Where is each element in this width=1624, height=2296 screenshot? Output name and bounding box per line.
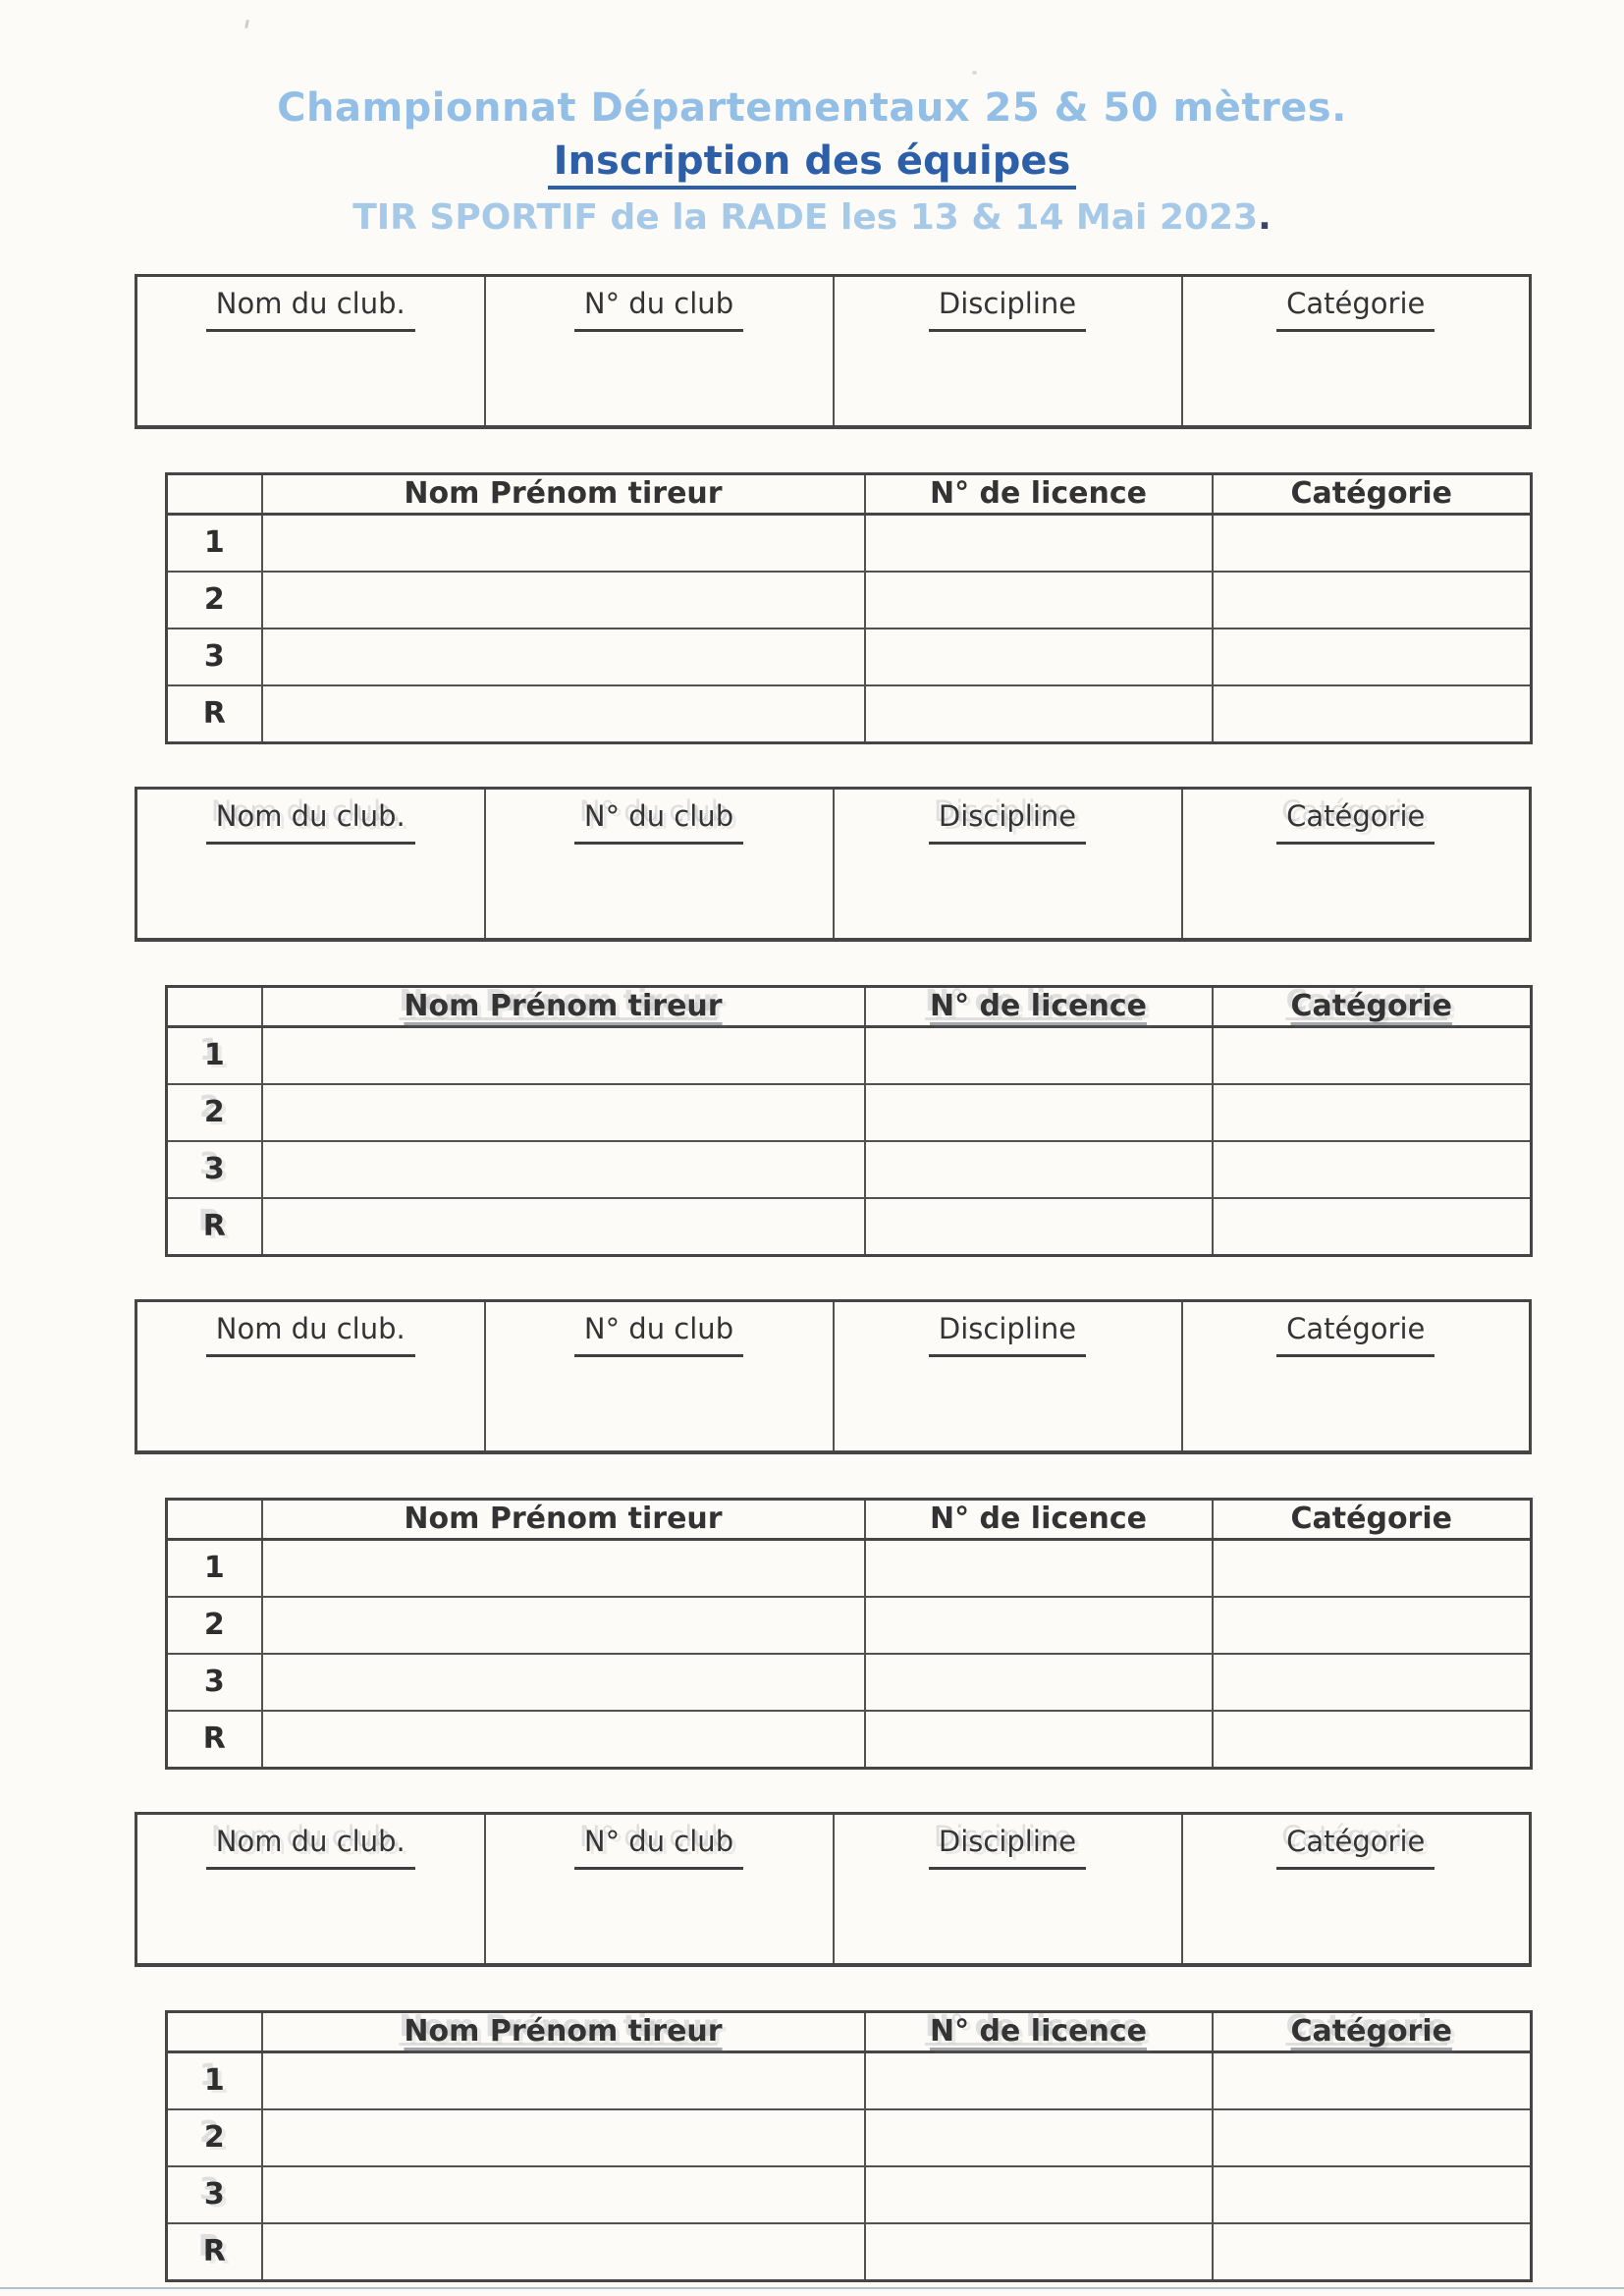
row-label: 1 bbox=[167, 2051, 262, 2109]
event-line-period: . bbox=[1258, 197, 1272, 238]
licence-cell bbox=[865, 2166, 1213, 2223]
shooter-name-cell bbox=[262, 2109, 865, 2166]
licence-header-cell bbox=[865, 2011, 1213, 2051]
roster-row-1 bbox=[167, 2051, 1532, 2109]
licence-cell bbox=[865, 572, 1213, 629]
shooter-name-header-cell bbox=[262, 2011, 865, 2051]
shooter-name-cell bbox=[262, 685, 865, 743]
row-label: 3 bbox=[167, 1141, 262, 1198]
club-info-table bbox=[135, 1299, 1532, 1454]
page-subtitle-text: Inscription des équipes bbox=[548, 139, 1077, 190]
licence-header: N° de licence bbox=[929, 2014, 1147, 2050]
licence-cell bbox=[865, 1026, 1213, 1084]
club-number-header: N° du club bbox=[574, 1825, 743, 1870]
shooter-name-cell bbox=[262, 1198, 865, 1256]
row-label: 2 bbox=[167, 572, 262, 629]
row-label: R bbox=[167, 2223, 262, 2281]
category-cell bbox=[1213, 1597, 1532, 1654]
licence-cell bbox=[865, 1597, 1213, 1654]
discipline-header: Discipline bbox=[929, 1825, 1086, 1870]
shooter-name-cell bbox=[262, 1141, 865, 1198]
team-entry-section-2 bbox=[0, 787, 1624, 1257]
roster-row-3 bbox=[167, 1141, 1532, 1198]
club-info-row bbox=[136, 1300, 1531, 1452]
row-label-header-cell bbox=[167, 473, 262, 514]
roster-category-header: Catégorie bbox=[1290, 476, 1452, 512]
roster-header-row bbox=[167, 986, 1532, 1026]
category-cell bbox=[1213, 1654, 1532, 1711]
shooter-name-header-cell bbox=[262, 1499, 865, 1539]
club-info-row bbox=[136, 788, 1531, 940]
roster-header-row bbox=[167, 1499, 1532, 1539]
discipline-field bbox=[834, 788, 1182, 940]
row-label: 3 bbox=[167, 629, 262, 685]
licence-header: N° de licence bbox=[929, 989, 1147, 1024]
category-field bbox=[1182, 1813, 1531, 1965]
team-entry-section-1 bbox=[0, 274, 1624, 744]
licence-cell bbox=[865, 2051, 1213, 2109]
row-label-header-cell bbox=[167, 986, 262, 1026]
club-name-header: Nom du club. bbox=[206, 1825, 415, 1870]
club-number-header: N° du club bbox=[574, 1312, 743, 1357]
roster-row-2 bbox=[167, 1597, 1532, 1654]
licence-header-cell bbox=[865, 473, 1213, 514]
licence-cell bbox=[865, 685, 1213, 743]
category-cell bbox=[1213, 2109, 1532, 2166]
club-number-field bbox=[485, 788, 834, 940]
roster-category-header-cell bbox=[1213, 473, 1532, 514]
shooter-name-cell bbox=[262, 1654, 865, 1711]
club-number-header: N° du club bbox=[574, 287, 743, 332]
category-cell bbox=[1213, 629, 1532, 685]
category-cell bbox=[1213, 1026, 1532, 1084]
roster-category-header: Catégorie bbox=[1290, 989, 1452, 1024]
team-roster-table bbox=[165, 472, 1533, 744]
club-number-field bbox=[485, 275, 834, 427]
row-label: 1 bbox=[167, 514, 262, 572]
roster-row-reserve bbox=[167, 1198, 1532, 1256]
shooter-name-cell bbox=[262, 1539, 865, 1597]
roster-header-row bbox=[167, 2011, 1532, 2051]
club-name-field bbox=[136, 275, 485, 427]
scan-bottom-line bbox=[0, 2287, 1624, 2289]
category-header: Catégorie bbox=[1276, 799, 1435, 845]
row-label: 2 bbox=[167, 2109, 262, 2166]
club-info-table bbox=[135, 1812, 1532, 1967]
category-field bbox=[1182, 275, 1531, 427]
club-info-row bbox=[136, 275, 1531, 427]
shooter-name-header: Nom Prénom tireur bbox=[404, 2014, 723, 2050]
row-label-header-cell bbox=[167, 2011, 262, 2051]
roster-category-header-cell bbox=[1213, 1499, 1532, 1539]
category-header: Catégorie bbox=[1276, 1312, 1435, 1357]
shooter-name-cell bbox=[262, 2166, 865, 2223]
club-info-table bbox=[135, 787, 1532, 942]
event-line-text: TIR SPORTIF de la RADE les 13 & 14 Mai 2023 bbox=[352, 197, 1259, 238]
shooter-name-cell bbox=[262, 1026, 865, 1084]
roster-row-reserve bbox=[167, 2223, 1532, 2281]
roster-row-2 bbox=[167, 1084, 1532, 1141]
category-cell bbox=[1213, 2223, 1532, 2281]
row-label: 3 bbox=[167, 1654, 262, 1711]
team-entry-section-4 bbox=[0, 1812, 1624, 2282]
roster-row-3 bbox=[167, 1654, 1532, 1711]
row-label: 2 bbox=[167, 1084, 262, 1141]
shooter-name-header: Nom Prénom tireur bbox=[404, 1502, 723, 1537]
category-header: Catégorie bbox=[1276, 1825, 1435, 1870]
roster-row-reserve bbox=[167, 685, 1532, 743]
category-cell bbox=[1213, 1084, 1532, 1141]
discipline-header: Discipline bbox=[929, 287, 1086, 332]
row-label-header-cell bbox=[167, 1499, 262, 1539]
discipline-field bbox=[834, 275, 1182, 427]
event-line bbox=[0, 198, 1624, 238]
category-field bbox=[1182, 788, 1531, 940]
licence-cell bbox=[865, 1084, 1213, 1141]
category-cell bbox=[1213, 1141, 1532, 1198]
scan-speck bbox=[972, 71, 977, 75]
discipline-header: Discipline bbox=[929, 799, 1086, 845]
shooter-name-header: Nom Prénom tireur bbox=[404, 989, 723, 1024]
club-info-row bbox=[136, 1813, 1531, 1965]
category-header: Catégorie bbox=[1276, 287, 1435, 332]
shooter-name-cell bbox=[262, 572, 865, 629]
roster-row-2 bbox=[167, 2109, 1532, 2166]
club-name-header: Nom du club. bbox=[206, 1312, 415, 1357]
category-field bbox=[1182, 1300, 1531, 1452]
club-number-header: N° du club bbox=[574, 799, 743, 845]
shooter-name-cell bbox=[262, 2223, 865, 2281]
licence-cell bbox=[865, 629, 1213, 685]
row-label: R bbox=[167, 1198, 262, 1256]
page-title: Championnat Départementaux 25 & 50 mètres. bbox=[277, 85, 1347, 131]
row-label: 1 bbox=[167, 1539, 262, 1597]
discipline-header: Discipline bbox=[929, 1312, 1086, 1357]
club-name-field bbox=[136, 1300, 485, 1452]
category-cell bbox=[1213, 2166, 1532, 2223]
club-name-field bbox=[136, 1813, 485, 1965]
licence-header-cell bbox=[865, 1499, 1213, 1539]
roster-row-3 bbox=[167, 2166, 1532, 2223]
shooter-name-cell bbox=[262, 2051, 865, 2109]
title-block bbox=[0, 0, 1624, 238]
roster-category-header-cell bbox=[1213, 2011, 1532, 2051]
roster-row-reserve bbox=[167, 1711, 1532, 1769]
club-name-field bbox=[136, 788, 485, 940]
roster-row-2 bbox=[167, 572, 1532, 629]
licence-cell bbox=[865, 1711, 1213, 1769]
licence-cell bbox=[865, 2223, 1213, 2281]
club-number-field bbox=[485, 1300, 834, 1452]
roster-row-3 bbox=[167, 629, 1532, 685]
row-label: 1 bbox=[167, 1026, 262, 1084]
shooter-name-cell bbox=[262, 514, 865, 572]
category-cell bbox=[1213, 685, 1532, 743]
category-cell bbox=[1213, 1711, 1532, 1769]
category-cell bbox=[1213, 2051, 1532, 2109]
category-cell bbox=[1213, 514, 1532, 572]
team-roster-table bbox=[165, 2010, 1533, 2282]
roster-category-header: Catégorie bbox=[1290, 1502, 1452, 1537]
row-label: R bbox=[167, 685, 262, 743]
roster-header-row bbox=[167, 473, 1532, 514]
discipline-field bbox=[834, 1813, 1182, 1965]
club-info-table bbox=[135, 274, 1532, 429]
licence-cell bbox=[865, 514, 1213, 572]
licence-cell bbox=[865, 1141, 1213, 1198]
category-cell bbox=[1213, 1539, 1532, 1597]
team-entry-section-3 bbox=[0, 1299, 1624, 1770]
club-name-header: Nom du club. bbox=[206, 799, 415, 845]
licence-cell bbox=[865, 1198, 1213, 1256]
club-number-field bbox=[485, 1813, 834, 1965]
row-label: 2 bbox=[167, 1597, 262, 1654]
shooter-name-cell bbox=[262, 629, 865, 685]
category-cell bbox=[1213, 572, 1532, 629]
team-roster-table bbox=[165, 985, 1533, 1257]
licence-cell bbox=[865, 2109, 1213, 2166]
shooter-name-cell bbox=[262, 1084, 865, 1141]
shooter-name-header-cell bbox=[262, 986, 865, 1026]
discipline-field bbox=[834, 1300, 1182, 1452]
team-roster-table bbox=[165, 1498, 1533, 1770]
shooter-name-cell bbox=[262, 1597, 865, 1654]
licence-cell bbox=[865, 1654, 1213, 1711]
roster-row-1 bbox=[167, 514, 1532, 572]
category-cell bbox=[1213, 1198, 1532, 1256]
licence-header-cell bbox=[865, 986, 1213, 1026]
shooter-name-header: Nom Prénom tireur bbox=[404, 476, 723, 512]
club-name-header: Nom du club. bbox=[206, 287, 415, 332]
licence-header: N° de licence bbox=[929, 1502, 1147, 1537]
page-subtitle bbox=[0, 139, 1624, 190]
licence-cell bbox=[865, 1539, 1213, 1597]
row-label: R bbox=[167, 1711, 262, 1769]
shooter-name-header-cell bbox=[262, 473, 865, 514]
roster-row-1 bbox=[167, 1026, 1532, 1084]
roster-category-header: Catégorie bbox=[1290, 2014, 1452, 2050]
licence-header: N° de licence bbox=[929, 476, 1147, 512]
row-label: 3 bbox=[167, 2166, 262, 2223]
shooter-name-cell bbox=[262, 1711, 865, 1769]
roster-category-header-cell bbox=[1213, 986, 1532, 1026]
roster-row-1 bbox=[167, 1539, 1532, 1597]
